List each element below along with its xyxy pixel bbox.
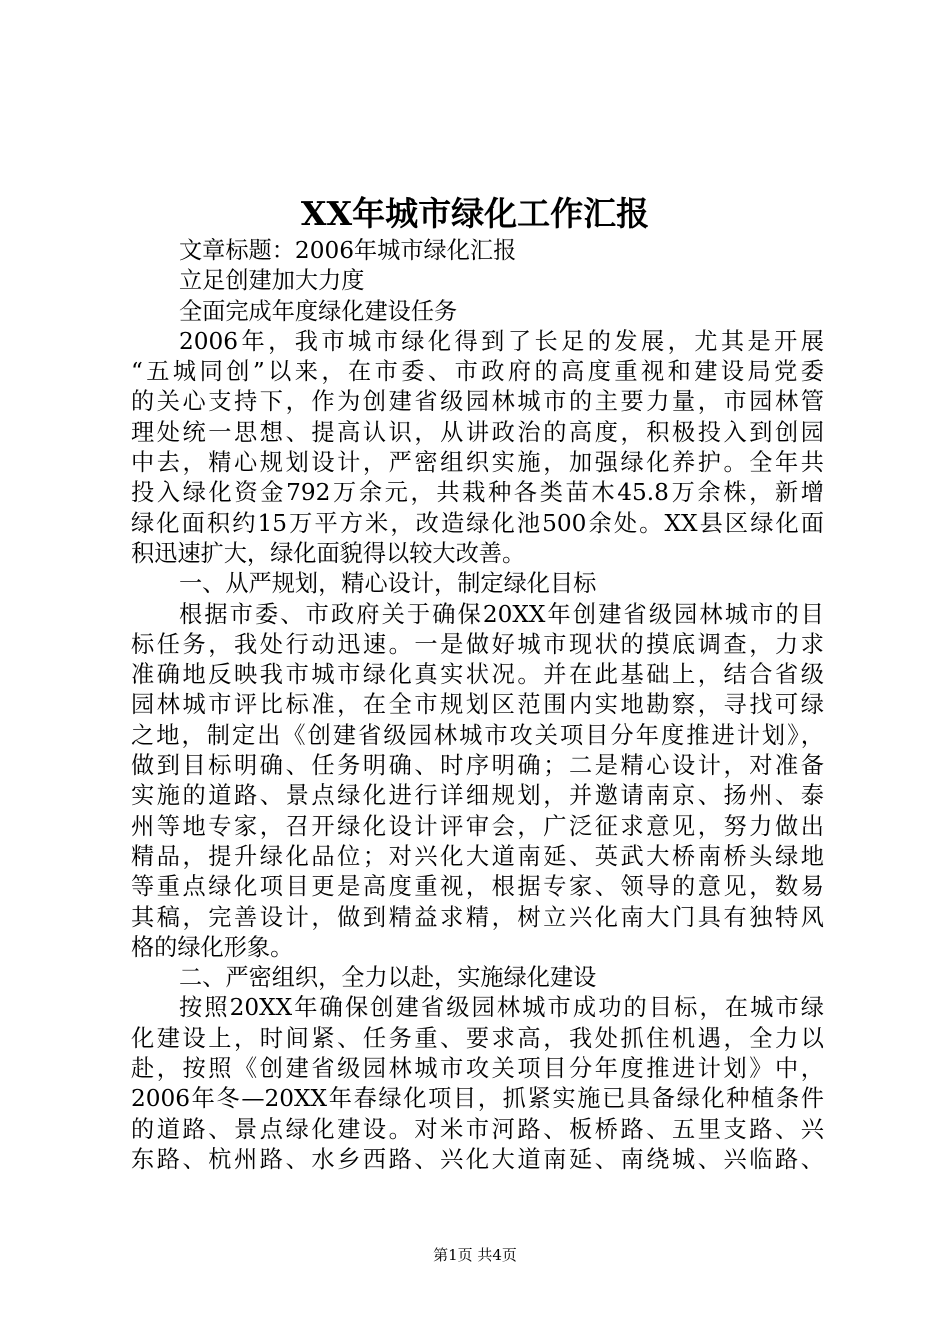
text-line: 文章标题：2006年城市绿化汇报 xyxy=(179,237,517,264)
text-line: 二、严密组织，全力以赴，实施绿化建设 xyxy=(179,964,597,992)
page-footer: 第1页 共4页 xyxy=(433,1246,517,1264)
text-line: 投入绿化资金792万余元，共栽种各类苗木45.8万余株，新增 xyxy=(131,479,824,507)
text-line: 的道路、景点绿化建设。对米市河路、板桥路、五里支路、兴 xyxy=(131,1115,824,1143)
text-line: 标任务，我处行动迅速。一是做好城市现状的摸底调查，力求 xyxy=(131,630,824,658)
text-line: 根据市委、市政府关于确保20XX年创建省级园林城市的目 xyxy=(179,600,824,628)
text-line: 立足创建加大力度 xyxy=(179,267,365,295)
text-line: 准确地反映我市城市绿化真实状况。并在此基础上，结合省级 xyxy=(131,661,824,689)
text-line: 其稿，完善设计，做到精益求精，树立兴化南大门具有独特风 xyxy=(131,903,824,931)
text-line: 精品，提升绿化品位；对兴化大道南延、英武大桥南桥头绿地 xyxy=(131,842,824,870)
text-line: 理处统一思想、提高认识，从讲政治的高度，积极投入到创园 xyxy=(131,418,824,446)
text-line: 中去，精心规划设计，严密组织实施，加强绿化养护。全年共 xyxy=(131,449,824,477)
text-line: 实施的道路、景点绿化进行详细规划，并邀请南京、扬州、泰 xyxy=(131,782,824,810)
text-line: 州等地专家，召开绿化设计评审会，广泛征求意见，努力做出 xyxy=(131,812,824,840)
text-line: 绿化面积约15万平方米，改造绿化池500余处。XX县区绿化面 xyxy=(131,509,824,537)
text-line: 东路、杭州路、水乡西路、兴化大道南延、南绕城、兴临路、 xyxy=(131,1145,824,1173)
text-line: 一、从严规划，精心设计，制定绿化目标 xyxy=(179,570,597,598)
text-line: 格的绿化形象。 xyxy=(131,933,294,961)
text-line: 2006年，我市城市绿化得到了长足的发展，尤其是开展 xyxy=(179,327,824,355)
text-line: 之地，制定出《创建省级园林城市攻关项目分年度推进计划》， xyxy=(131,721,824,749)
document-body xyxy=(131,236,824,1175)
text-line: 2006年冬—20XX年春绿化项目，抓紧实施已具备绿化种植条件 xyxy=(131,1085,824,1113)
document-title: XX年城市绿化工作汇报 xyxy=(300,194,650,233)
text-line: 赴，按照《创建省级园林城市攻关项目分年度推进计划》中， xyxy=(131,1055,824,1083)
text-line: 全面完成年度绿化建设任务 xyxy=(179,297,458,325)
text-line: 按照20XX年确保创建省级园林城市成功的目标，在城市绿 xyxy=(179,994,824,1022)
text-line: 等重点绿化项目更是高度重视，根据专家、领导的意见，数易 xyxy=(131,873,824,901)
text-line: 做到目标明确、任务明确、时序明确；二是精心设计，对准备 xyxy=(131,752,824,780)
text-line: 化建设上，时间紧、任务重、要求高，我处抓住机遇，全力以 xyxy=(131,1024,824,1052)
text-line: “五城同创”以来，在市委、市政府的高度重视和建设局党委 xyxy=(131,358,824,386)
text-line: 的关心支持下，作为创建省级园林城市的主要力量，市园林管 xyxy=(131,388,824,416)
text-line: 园林城市评比标准，在全市规划区范围内实地勘察，寻找可绿 xyxy=(131,691,824,719)
text-line: 积迅速扩大，绿化面貌得以较大改善。 xyxy=(131,539,526,567)
